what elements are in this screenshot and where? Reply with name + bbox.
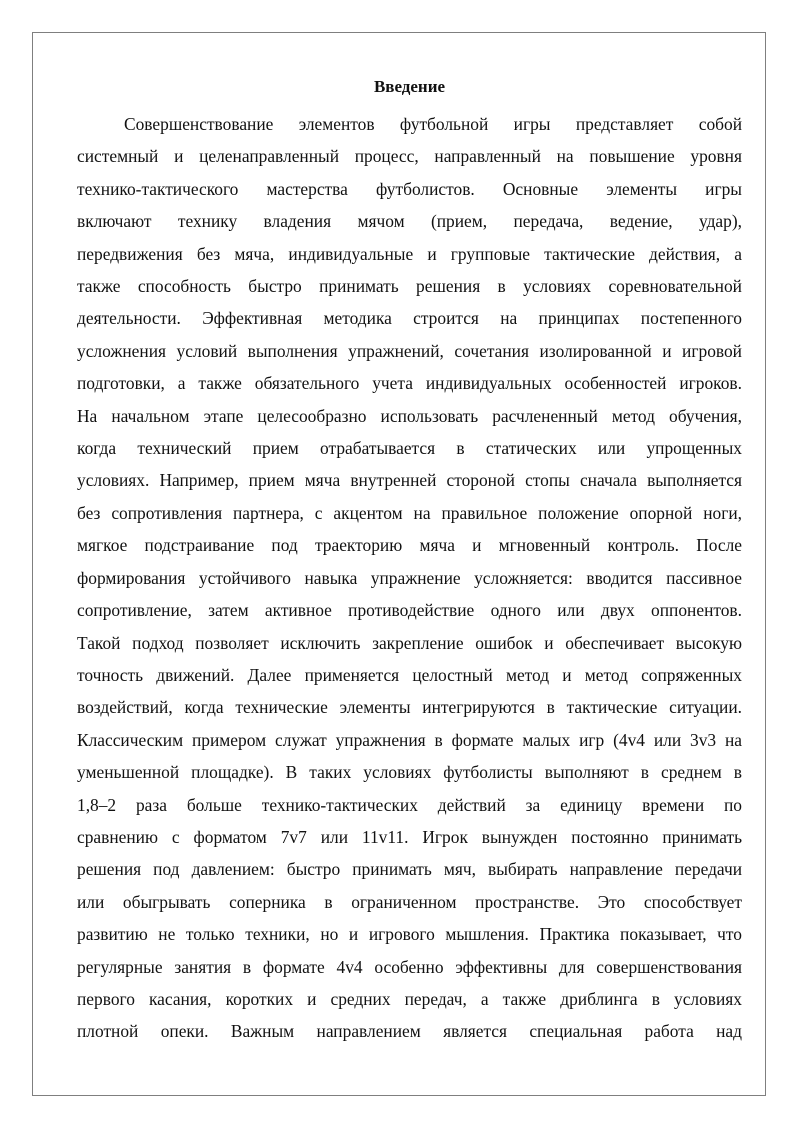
body-paragraph	[77, 108, 742, 1048]
paragraph-line: На начальном этапе целесообразно использовать расчлененный метод обучения,	[77, 405, 742, 426]
paragraph-line: включают технику владения мячом (прием, передача, ведение, удар),	[77, 211, 742, 232]
paragraph-line: Такой подход позволяет исключить закрепление ошибок и обеспечивает высокую	[77, 632, 742, 653]
paragraph-line: развитию не только техники, но и игрового мышления. Практика показывает, что	[77, 924, 742, 945]
paragraph-line: системный и целенаправленный процесс, направленный на повышение уровня	[77, 146, 742, 167]
paragraph-line: Совершенствование элементов футбольной игры представляет собой	[124, 114, 742, 134]
paragraph-line: сопротивление, затем активное противодействие одного или двух оппонентов.	[77, 600, 742, 621]
paragraph-line: регулярные занятия в формате 4v4 особенно эффективны для совершенствования	[77, 956, 742, 977]
paragraph-line: первого касания, коротких и средних передач, а также дриблинга в условиях	[77, 988, 742, 1009]
paragraph-line: передвижения без мяча, индивидуальные и групповые тактические действия, а	[77, 243, 742, 264]
paragraph-line: когда технический прием отрабатывается в статических или упрощенных	[77, 438, 742, 459]
paragraph-line: сравнению с форматом 7v7 или 11v11. Игрок вынужден постоянно принимать	[77, 826, 742, 847]
paragraph-line: воздействий, когда технические элементы интегрируются в тактические ситуации.	[77, 697, 742, 718]
paragraph-line: точность движений. Далее применяется целостный метод и метод сопряженных	[77, 664, 742, 685]
paragraph-line: Классическим примером служат упражнения в формате малых игр (4v4 или 3v3 на	[77, 729, 742, 750]
paragraph-line: решения под давлением: быстро принимать мяч, выбирать направление передачи	[77, 859, 742, 880]
paragraph-line: формирования устойчивого навыка упражнение усложняется: вводится пассивное	[77, 567, 742, 588]
paragraph-line: плотной опеки. Важным направлением является специальная работа над	[77, 1021, 742, 1042]
paragraph-line: деятельности. Эффективная методика строится на принципах постепенного	[77, 308, 742, 329]
paragraph-line: подготовки, а также обязательного учета индивидуальных особенностей игроков.	[77, 373, 742, 394]
paragraph-line: уменьшенной площадке). В таких условиях футболисты выполняют в среднем в	[77, 762, 742, 783]
section-heading: Введение	[373, 77, 446, 96]
paragraph-line: без сопротивления партнера, с акцентом на правильное положение опорной ноги,	[77, 502, 742, 523]
document-body	[77, 76, 742, 1048]
paragraph-line: или обыгрывать соперника в ограниченном пространстве. Это способствует	[77, 891, 742, 912]
paragraph-line: технико-тактического мастерства футболистов. Основные элементы игры	[77, 178, 742, 199]
paragraph-line: усложнения условий выполнения упражнений, сочетания изолированной и игровой	[77, 340, 742, 361]
paragraph-line: условиях. Например, прием мяча внутренней стороной стопы сначала выполняется	[77, 470, 742, 491]
paragraph-line: 1,8–2 раза больше технико-тактических действий за единицу времени по	[77, 794, 742, 815]
paragraph-line: также способность быстро принимать решения в условиях соревновательной	[77, 276, 742, 297]
paragraph-line: мягкое подстраивание под траекторию мяча и мгновенный контроль. После	[77, 535, 742, 556]
